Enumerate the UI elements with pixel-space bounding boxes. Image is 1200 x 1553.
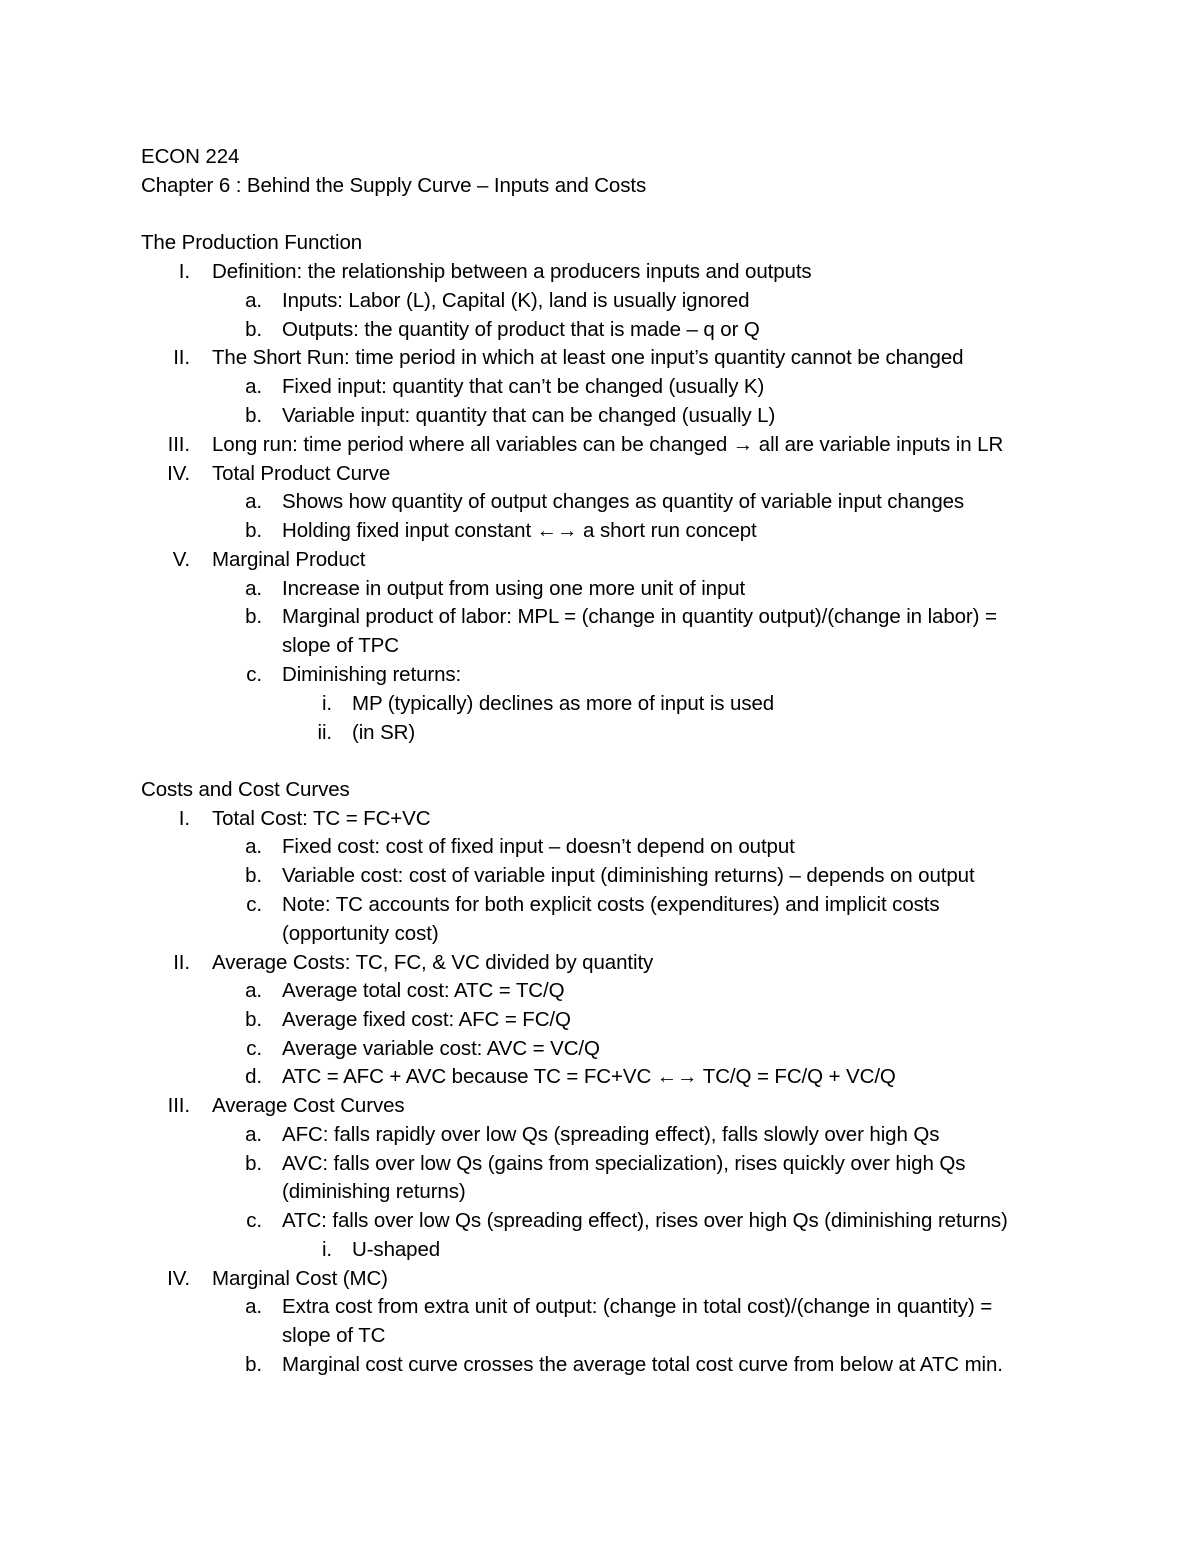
outline-marker: b. (245, 605, 262, 628)
outline-marker: III. (167, 1094, 190, 1117)
outline-subitem: Outputs: the quantity of product that is made – q or Q (282, 318, 760, 341)
outline-subitem: Marginal product of labor: MPL = (change in quantity output)/(change in labor) = (282, 605, 997, 628)
outline-marker: IV. (167, 462, 190, 485)
outline-subitem: ATC: falls over low Qs (spreading effect), rises over high Qs (diminishing returns) (282, 1209, 1008, 1232)
outline-item: Average Cost Curves (212, 1094, 405, 1117)
outline-marker: d. (245, 1065, 262, 1088)
outline-subitem-continuation: slope of TPC (282, 634, 399, 657)
outline-subitem: AFC: falls rapidly over low Qs (spreading effect), falls slowly over high Qs (282, 1123, 940, 1146)
outline-marker: b. (245, 318, 262, 341)
outline-marker: IV. (167, 1267, 190, 1290)
outline-subitem: Average fixed cost: AFC = FC/Q (282, 1008, 571, 1031)
outline-subitem: Variable input: quantity that can be changed (usually L) (282, 404, 776, 427)
outline-subitem: ATC = AFC + AVC because TC = FC+VC ←→ TC/Q = FC/Q + VC/Q (282, 1065, 896, 1088)
outline-marker: I. (178, 260, 190, 283)
outline-item: Average Costs: TC, FC, & VC divided by quantity (212, 951, 654, 974)
outline-subitem: Increase in output from using one more unit of input (282, 577, 746, 600)
chapter-title: Chapter 6 : Behind the Supply Curve – Inputs and Costs (141, 174, 647, 197)
outline-subitem: Fixed input: quantity that can’t be changed (usually K) (282, 375, 765, 398)
outline-marker: a. (245, 490, 262, 513)
outline-subitem: Variable cost: cost of variable input (diminishing returns) – depends on output (282, 864, 975, 887)
outline-subitem-continuation: (diminishing returns) (282, 1180, 466, 1203)
course-title: ECON 224 (141, 145, 240, 168)
outline-item: Total Cost: TC = FC+VC (212, 807, 431, 830)
outline-marker: a. (245, 835, 262, 858)
outline-subitem: Holding fixed input constant ←→ a short run concept (282, 519, 757, 542)
outline-marker: b. (245, 1152, 262, 1175)
outline-marker: b. (245, 404, 262, 427)
outline-subitem-continuation: (opportunity cost) (282, 922, 439, 945)
outline-marker: c. (246, 663, 262, 686)
outline-marker: c. (246, 1037, 262, 1060)
outline-marker: b. (245, 1353, 262, 1376)
outline-item: The Short Run: time period in which at least one input’s quantity cannot be changed (212, 346, 964, 369)
outline-item: Long run: time period where all variables can be changed → all are variable inputs in LR (212, 433, 1004, 456)
outline-marker: III. (167, 433, 190, 456)
outline-marker: I. (178, 807, 190, 830)
outline-marker: a. (245, 979, 262, 1002)
outline-marker: i. (321, 1238, 332, 1261)
section-heading-production-function: The Production Function (141, 231, 363, 254)
outline-marker: II. (173, 346, 190, 369)
outline-marker: a. (245, 577, 262, 600)
outline-marker: i. (321, 692, 332, 715)
outline-marker: c. (246, 1209, 262, 1232)
outline-marker: c. (246, 893, 262, 916)
outline-item: Marginal Cost (MC) (212, 1267, 388, 1290)
section-heading-costs: Costs and Cost Curves (141, 778, 350, 801)
outline-marker: b. (245, 519, 262, 542)
outline-subitem: AVC: falls over low Qs (gains from specialization), rises quickly over high Qs (282, 1152, 966, 1175)
outline-item: Marginal Product (212, 548, 366, 571)
outline-subitem: Diminishing returns: (282, 663, 462, 686)
outline-subitem: Extra cost from extra unit of output: (change in total cost)/(change in quantity) = (282, 1295, 993, 1318)
outline-marker: a. (245, 375, 262, 398)
outline-subitem: Note: TC accounts for both explicit costs (expenditures) and implicit costs (282, 893, 940, 916)
outline-subitem: Average variable cost: AVC = VC/Q (282, 1037, 600, 1060)
outline-subsubitem: (in SR) (352, 721, 416, 744)
outline-marker: b. (245, 1008, 262, 1031)
outline-marker: II. (173, 951, 190, 974)
outline-subsubitem: U-shaped (352, 1238, 441, 1261)
outline-subitem: Shows how quantity of output changes as quantity of variable input changes (282, 490, 965, 513)
outline-marker: a. (245, 1123, 262, 1146)
outline-marker: b. (245, 864, 262, 887)
outline-marker: ii. (317, 721, 332, 744)
outline-item: Total Product Curve (212, 462, 391, 485)
outline-item: Definition: the relationship between a producers inputs and outputs (212, 260, 812, 283)
outline-subitem-continuation: slope of TC (282, 1324, 386, 1347)
outline-marker: V. (172, 548, 190, 571)
outline-marker: a. (245, 1295, 262, 1318)
outline-subitem: Fixed cost: cost of fixed input – doesn’t depend on output (282, 835, 795, 858)
outline-subitem: Average total cost: ATC = TC/Q (282, 979, 565, 1002)
outline-subsubitem: MP (typically) declines as more of input is used (352, 692, 775, 715)
outline-marker: a. (245, 289, 262, 312)
outline-subitem: Inputs: Labor (L), Capital (K), land is usually ignored (282, 289, 750, 312)
outline-subitem: Marginal cost curve crosses the average total cost curve from below at ATC min. (282, 1353, 1003, 1376)
